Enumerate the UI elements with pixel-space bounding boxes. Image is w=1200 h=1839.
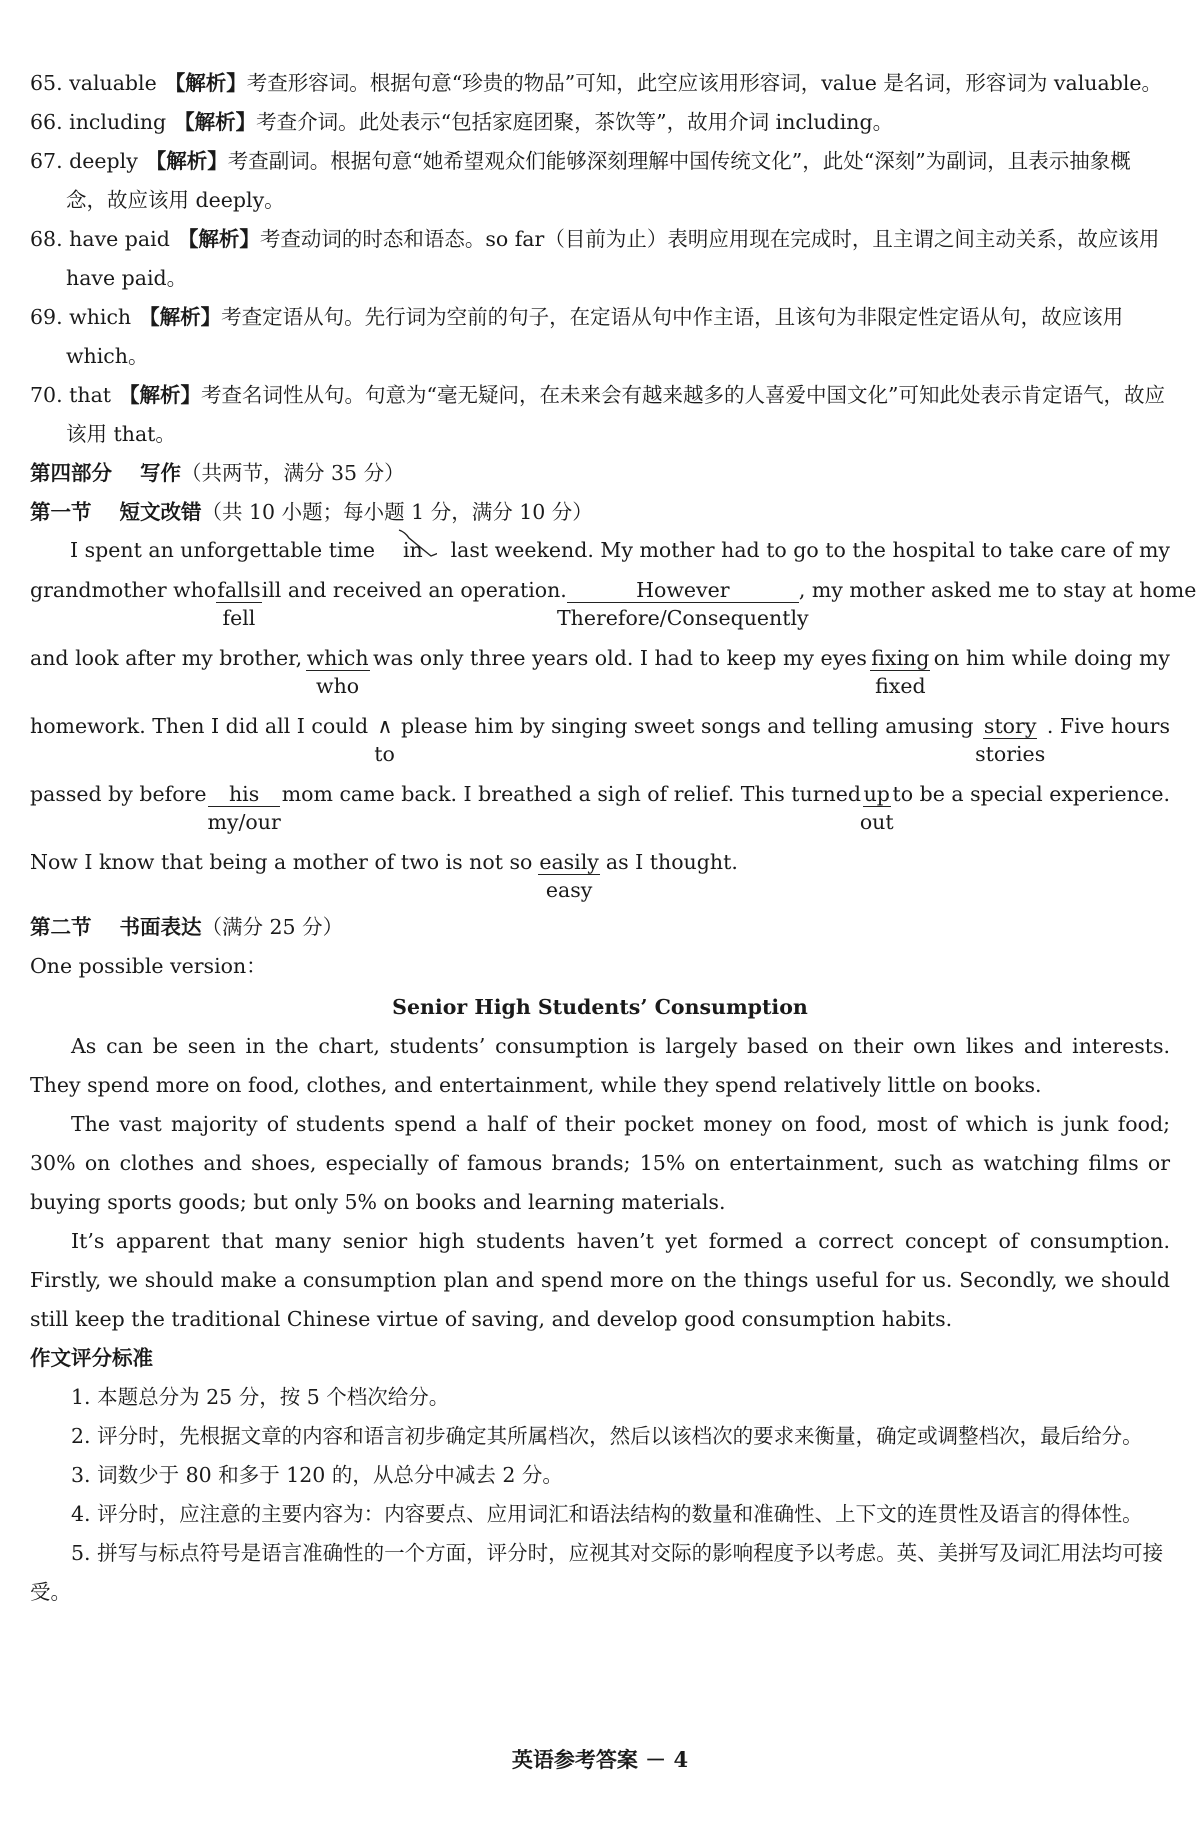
deletion-mark: in	[403, 538, 423, 562]
correction: falls fell	[217, 578, 261, 630]
passage-line: grandmother who falls fell ill and received an operation. However Therefore/Consequently , my mother asked me to stay at home	[30, 578, 1197, 630]
answer-item: 67. deeply【 解析 】 考查副词。根据句意“她希望观众们能够深刻理解中国传统文化”，此处“深刻”为副词，且表示抽象概念，故应该用 deeply。	[30, 142, 1170, 220]
passage-line: I spent an unforgettable time in last weekend. My mother had to go to the hospital to take care of my	[30, 536, 1170, 576]
criteria-item: 1. 本题总分为 25 分，按 5 个档次给分。	[71, 1385, 450, 1409]
correction: easily easy	[539, 850, 599, 902]
answer-item: 66. including【 解析 】 考查介词。此处表示“包括家庭团聚，茶饮等”，故用介词 including。	[30, 103, 1170, 142]
answer-item: 68. have paid【 解析 】 考查动词的时态和语态。so far（目前为止）表明应用现在完成时，且主谓之间主动关系，故应该用 have paid。	[30, 220, 1170, 298]
criteria-item: 3. 词数少于 80 和多于 120 的，从总分中减去 2 分。	[71, 1463, 563, 1487]
passage-line: Now I know that being a mother of two is not so easily easy as I thought.	[30, 850, 738, 902]
correction: story stories	[975, 714, 1046, 766]
error-correction-passage	[30, 536, 1197, 908]
correction: his my/our	[207, 782, 281, 834]
criteria-list	[30, 1378, 1170, 1612]
essay-title: Senior High Students’ Consumption	[392, 995, 808, 1019]
correction: However Therefore/Consequently	[556, 578, 809, 630]
criteria-item: 2. 评分时，先根据文章的内容和语言初步确定其所属档次，然后以该档次的要求来衡量，确定或调整档次，最后给分。	[71, 1424, 1143, 1448]
passage-line: passed by before his my/our mom came back. I breathed a sigh of relief. This turned up out to be a special experience.	[30, 782, 1170, 834]
section-two-heading: 第二节 书面表达（满分 25 分）	[30, 915, 344, 939]
correction: which who	[306, 646, 369, 698]
insertion-mark: ∧ to	[374, 714, 395, 766]
correction: fixing fixed	[871, 646, 930, 698]
passage-line: homework. Then I did all I could ∧ to please him by singing sweet songs and telling amusing story stories . Five hours	[30, 714, 1170, 766]
passage-line: and look after my brother, which who was only three years old. I had to keep my eyes fixing fixed on him while doing my	[30, 646, 1170, 698]
answer-page	[30, 64, 1197, 1612]
answer-item: 69. which【 解析 】 考查定语从句。先行词为空前的句子，在定语从句中作主语，且该句为非限定性定语从句，故应该用 which。	[30, 298, 1170, 376]
essay-paragraph: As can be seen in the chart, students’ consumption is largely based on their own likes and interests. They spend more on food, clothes, and entertainment, while they spend relatively little on books.	[30, 1034, 1170, 1097]
criteria-item: 5. 拼写与标点符号是语言准确性的一个方面，评分时，应视其对交际的影响程度予以考虑。英、美拼写及词汇用法均可接受。	[30, 1541, 1164, 1604]
answer-item: 70. that【 解析 】 考查名词性从句。句意为“毫无疑问，在未来会有越来越多的人喜爱中国文化”可知此处表示肯定语气，故应该用 that。	[30, 376, 1170, 454]
criteria-heading: 作文评分标准	[30, 1346, 153, 1370]
part-four-heading: 第四部分 写作（共两节，满分 35 分）	[30, 461, 405, 485]
page-footer: 英语参考答案 － 4	[511, 1747, 689, 1772]
essay-paragraph: It’s apparent that many senior high students haven’t yet formed a correct concept of consumption. Firstly, we should make a consumption plan and spend more on the things useful for us. Secondly, we should still keep the traditional Chinese virtue of saving, and develop good consumption habits.	[30, 1229, 1170, 1331]
correction: up out	[859, 782, 894, 834]
version-label: One possible version：	[30, 954, 267, 978]
section-one-heading: 第一节 短文改错（共 10 小题；每小题 1 分，满分 10 分）	[30, 500, 593, 524]
essay-paragraph: The vast majority of students spend a half of their pocket money on food, most of which is junk food; 30% on clothes and shoes, especially of famous brands; 15% on entertainment, such as watching films or buying sports goods; but only 5% on books and learning materials.	[30, 1112, 1170, 1214]
answer-item: 65. valuable【 解析 】 考查形容词。根据句意“珍贵的物品”可知，此空应该用形容词，value 是名词，形容词为 valuable。	[30, 64, 1170, 103]
criteria-item: 4. 评分时，应注意的主要内容为：内容要点、应用词汇和语法结构的数量和准确性、上下文的连贯性及语言的得体性。	[71, 1502, 1143, 1526]
